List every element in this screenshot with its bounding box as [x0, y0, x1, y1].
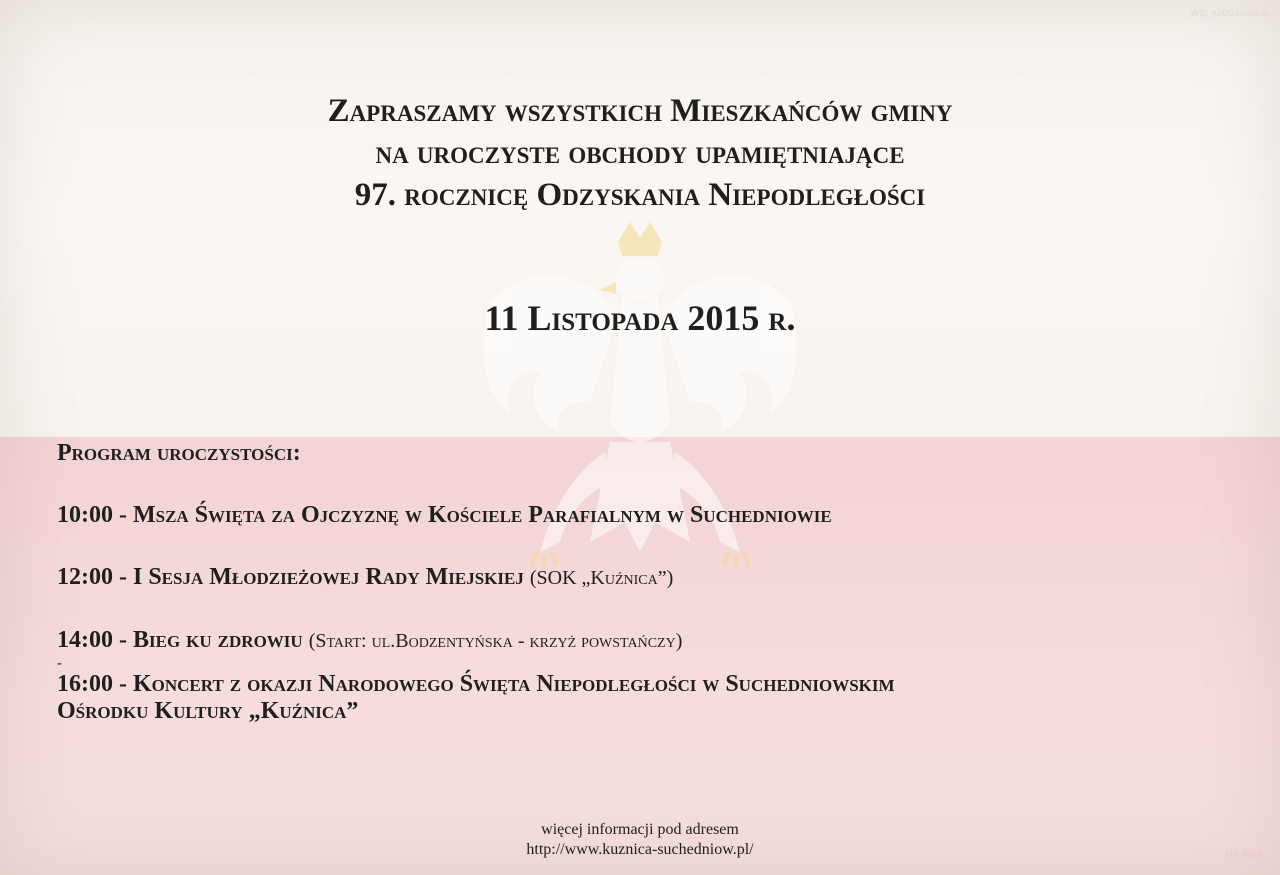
- program-separator: -: [57, 656, 62, 671]
- program-item-note: (Start: ul.Bodzentyńska - krzyż powstańczy): [308, 630, 683, 652]
- event-date: 11 Listopada 2015 r.: [484, 298, 796, 338]
- headline-line-3: 97. rocznicę Odzyskania Niepodległości: [354, 177, 926, 213]
- crown-icon: [618, 222, 662, 256]
- program-item: [57, 501, 1237, 529]
- program-item-title: 14:00 - Bieg ku zdrowiu: [57, 627, 303, 653]
- headline: [0, 90, 1280, 216]
- watermark-signature: By Alex: [1225, 846, 1262, 860]
- headline-line-2: na uroczyste obchody upamiętniające: [375, 135, 905, 171]
- program-section: [57, 440, 1237, 725]
- program-item-title: 10:00 - Msza Święta za Ojczyznę w Kościele Parafialnym w Suchedniowie: [57, 502, 832, 528]
- footer-text: więcej informacji pod adresem: [541, 821, 739, 838]
- program-item-title-continued: Ośrodku Kultury „Kuźnica”: [57, 698, 359, 724]
- program-item: [57, 563, 1237, 592]
- program-item-title: 16:00 - Koncert z okazji Narodowego Święta Niepodległości w Suchedniowskim: [57, 671, 895, 697]
- program-item: [57, 671, 1237, 725]
- program-item-note: (SOK „Kuźnica”): [529, 567, 674, 589]
- footer-info: [0, 820, 1280, 860]
- program-item-title: 12:00 - I Sesja Młodzieżowej Rady Miejskiej: [57, 564, 524, 590]
- watermark-top: wp.ʞɹɐɯɹǝʇɐʍ: [1190, 6, 1270, 19]
- headline-line-1: Zapraszamy wszystkich Mieszkańców gminy: [327, 93, 953, 129]
- program-title: Program uroczystości:: [57, 440, 301, 466]
- program-item: [57, 626, 1237, 655]
- footer-link[interactable]: http://www.kuznica-suchedniow.pl/: [526, 841, 754, 858]
